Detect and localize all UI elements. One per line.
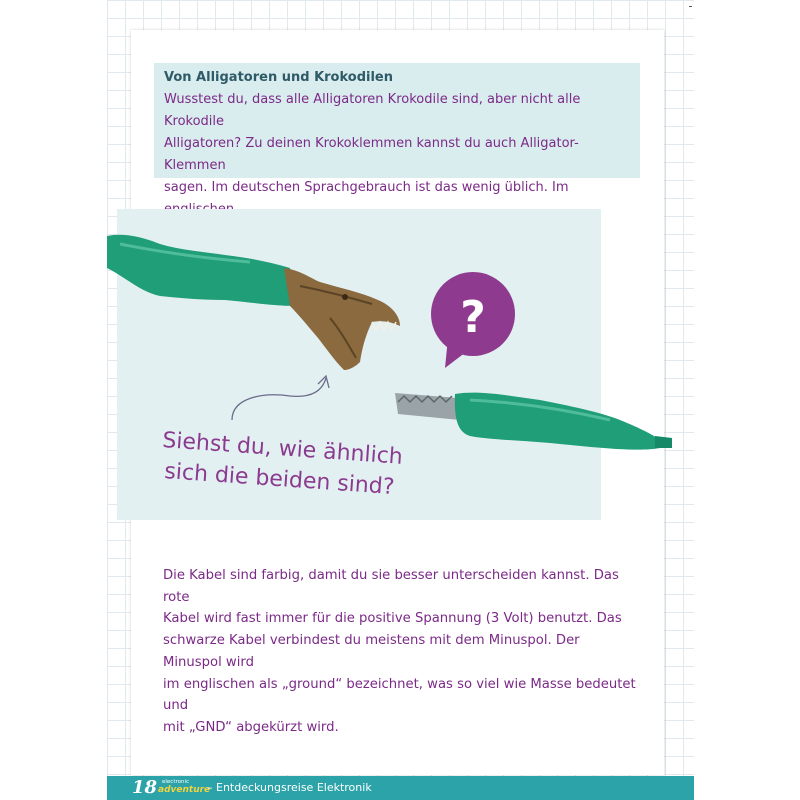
paragraph-line: Die Kabel sind farbig, damit du sie besser unterscheiden kannst. Das rote (163, 568, 619, 605)
info-box-title: Von Alligatoren und Krokodilen (164, 70, 393, 85)
paragraph-line: Kabel wird fast immer für die positive Spannung (3 Volt) benutzt. Das (163, 611, 622, 627)
paragraph-line: im englischen als „ground“ bezeichnet, was so viel wie Masse bedeutet und (163, 676, 636, 714)
handwriting-line-1: Siehst du, wie ähnlich (161, 428, 404, 470)
alligator-clip-illustration (395, 393, 672, 450)
arrow-head-icon (318, 376, 329, 388)
info-box-line: sagen. Im deutschen Sprachgebrauch ist das wenig üblich. Im (164, 180, 569, 195)
question-mark-icon: ? (460, 292, 486, 343)
footer-title: – Entdeckungsreise Elektronik (207, 781, 372, 794)
paragraph-line: schwarze Kabel verbindest du meistens mit dem Minuspol. Der Minuspol wird (163, 633, 580, 670)
info-box-line: Wusstest du, dass alle Alligatoren Krokodile sind, aber nicht alle Krokodile (164, 92, 581, 129)
body-paragraph (163, 565, 641, 739)
electronic-adventure-logo (158, 779, 211, 797)
logo-top-text: electronic (162, 779, 190, 785)
logo-bottom-text: adventure (158, 785, 211, 795)
arrow-icon (232, 378, 326, 420)
handwriting-line-2: sich die beiden sind? (163, 459, 396, 501)
speech-bubble (431, 272, 515, 368)
crocodile-clip-illustration (107, 235, 400, 370)
paragraph-line: mit „GND“ abgekürzt wird. (163, 719, 339, 735)
info-box-line: Alligatoren? Zu deinen Krokoklemmen kannst du auch Alligator-Klemmen (164, 136, 579, 173)
page-number: 18 (132, 777, 158, 798)
